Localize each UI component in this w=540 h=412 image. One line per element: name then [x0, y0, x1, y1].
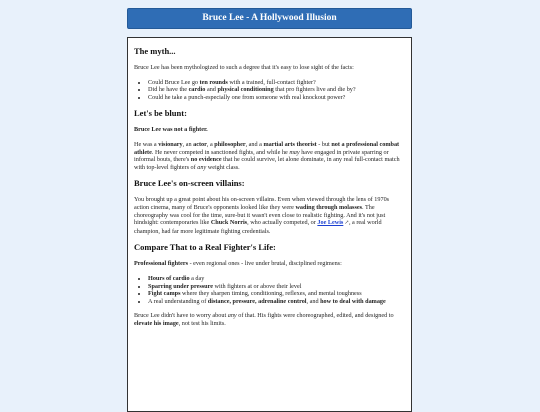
myth-list	[134, 79, 405, 102]
article-card	[127, 37, 412, 412]
list-item: • Could he take a punch-especially one from someone with real knockout power?	[148, 94, 405, 102]
list-item: • A real understanding of distance, pressure, adrenaline control, and how to deal with damage	[148, 298, 405, 306]
list-item: • Fight camps where they sharpen timing, conditioning, reflexes, and mental toughness	[148, 290, 405, 298]
myth-heading: The myth...	[134, 46, 176, 56]
page	[127, 8, 412, 412]
joe-lewis-link[interactable]: Joe Lewis	[317, 219, 344, 227]
compare-list	[134, 275, 405, 305]
myth-intro: Bruce Lee has been mythologized to such a degree that it's easy to lose sight of the facts:	[134, 64, 354, 71]
external-link-icon[interactable]: ↗	[344, 220, 349, 227]
page-title: Bruce Lee - A Hollywood Illusion	[127, 8, 412, 29]
list-item: • Hours of cardio a day	[148, 275, 405, 283]
compare-heading: Compare That to a Real Fighter's Life:	[134, 242, 276, 253]
compare-intro: Professional fighters - even regional ones - live under brutal, disciplined regimens:	[134, 260, 342, 268]
blunt-heading: Let's be blunt:	[134, 108, 187, 119]
villains-paragraph: You brought up a great point about his on-screen villains. Even when viewed through the lens of 1970s action cinema, many of Bruce's opponents looked like they were wading through molasses. The choreography was cool for the time, sure-but it wasn't even close to realistic fighting. And it's not just hindsight: contemporaries like Chuck Norris, who actually competed, or Joe Lewis↗, a real world champion, had far more legitimate fighting credentials.	[134, 196, 390, 235]
compare-closing: Bruce Lee didn't have to worry about any of that. His fights were choreographed, edited, and designed to elevate his image, not test his limits.	[134, 312, 394, 327]
list-item: • Sparring under pressure with fighters at or above their level	[148, 283, 405, 291]
blunt-statement: Bruce Lee was not a fighter.	[134, 126, 208, 134]
villains-heading: Bruce Lee's on-screen villains:	[134, 178, 245, 189]
list-item: • Did he have the cardio and physical conditioning that pro fighters live and die by?	[148, 86, 405, 94]
list-item: • Could Bruce Lee go ten rounds with a trained, full-contact fighter?	[148, 79, 405, 87]
blunt-paragraph: He was a visionary, an actor, a philosopher, and a martial arts theorist - but not a professional combat athlete. He never competed in sanctioned fights, and while he may have engaged in private sparring or informal bouts, there's no evidence that he could survive, let alone dominate, in any real full-contact match with top-level fighters of any weight class.	[134, 140, 400, 171]
